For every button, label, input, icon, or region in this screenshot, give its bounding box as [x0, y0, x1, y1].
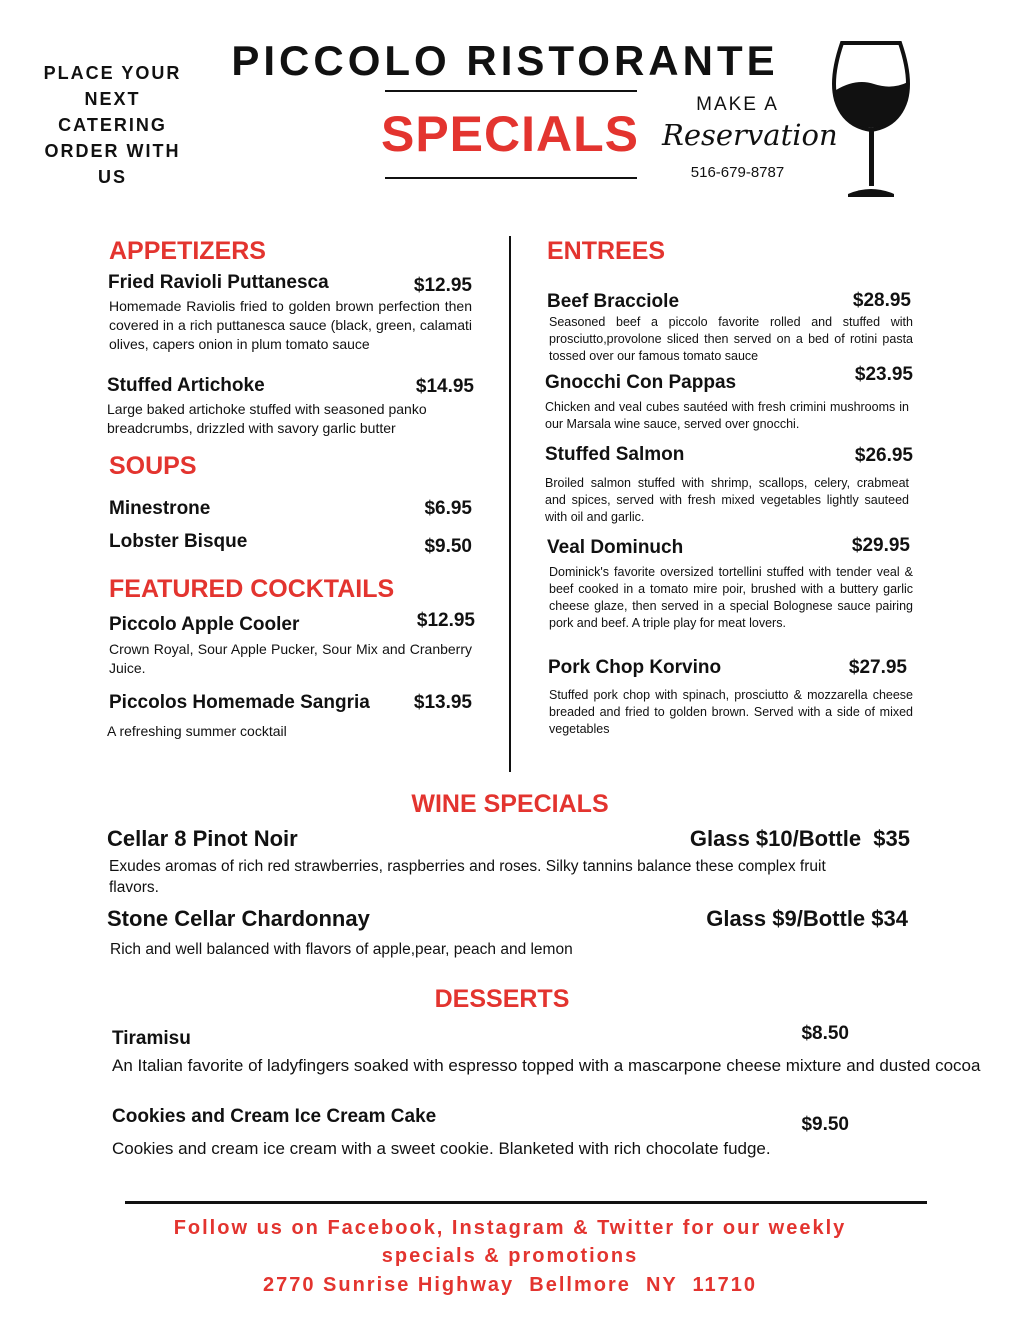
reservation-script: Reservation [662, 118, 838, 152]
menu-item-price: $6.95 [424, 498, 472, 519]
menu-item-desc: Crown Royal, Sour Apple Pucker, Sour Mix and Cranberry Juice. [109, 641, 472, 676]
specials-bottom-rule [385, 177, 637, 179]
make-a-label: MAKE A [696, 94, 779, 115]
social-follow-text-2: specials & promotions [381, 1245, 639, 1267]
menu-item-price: $14.95 [415, 376, 474, 397]
menu-item-desc: Broiled salmon stuffed with shrimp, scallops, celery, crabmeat and spices, served with fresh mixed vegetables lightly sauteed with oil and garlic. [545, 476, 909, 524]
menu-item-price: $28.95 [852, 290, 911, 311]
menu-item-name: Piccolos Homemade Sangria [109, 692, 370, 713]
menu-item-name: Stuffed Salmon [545, 444, 685, 465]
menu-item-desc: Large baked artichoke stuffed with seasoned panko breadcrumbs, drizzled with savory garlic butter [107, 401, 427, 436]
menu-item-name: Piccolo Apple Cooler [109, 614, 300, 635]
menu-item-price: $9.50 [424, 536, 472, 557]
soups-heading: SOUPS [109, 452, 197, 480]
menu-item-price: $12.95 [416, 610, 475, 631]
dessert-item-desc: Cookies and cream ice cream with a sweet cookie. Blanketed with rich chocolate fudge. [112, 1139, 771, 1158]
wine-glass-icon [826, 38, 916, 200]
specials-top-rule [385, 90, 637, 92]
dessert-item-desc: An Italian favorite of ladyfingers soaked with espresso topped with a mascarpone cheese mixture and dusted cocoa [112, 1056, 981, 1075]
phone-number: 516-679-8787 [690, 164, 785, 181]
restaurant-name: PICCOLO RISTORANTE [231, 37, 779, 84]
appetizers-heading: APPETIZERS [109, 237, 266, 265]
footer-rule [125, 1201, 927, 1204]
cocktails-heading: FEATURED COCKTAILS [109, 575, 395, 603]
specials-title: SPECIALS [380, 106, 640, 162]
dessert-item-price: $8.50 [801, 1023, 849, 1044]
menu-item-name: Lobster Bisque [109, 531, 248, 552]
menu-item-price: $13.95 [413, 692, 472, 713]
menu-item-desc: A refreshing summer cocktail [107, 723, 287, 739]
address: 2770 Sunrise Highway Bellmore NY 11710 [262, 1274, 758, 1296]
menu-item-name: Gnocchi Con Pappas [545, 372, 737, 393]
menu-item-price: $23.95 [854, 364, 913, 385]
wine-item-desc: Exudes aromas of rich red strawberries, raspberries and roses. Silky tannins balance these complex fruit flavors. [109, 858, 826, 896]
menu-item-desc: Seasoned beef a piccolo favorite rolled and stuffed with prosciutto,provolone sliced then served on a bed of rotini pasta tossed over our famous tomato sauce [549, 315, 913, 363]
menu-item-desc: Homemade Raviolis fried to golden brown perfection then covered in a rich puttanesca sauce (black, green, calamati olives, capers onion in plum tomato sauce [109, 298, 472, 352]
menu-item-price: $27.95 [848, 657, 907, 678]
menu-item-desc: Chicken and veal cubes sautéed with fresh crimini mushrooms in our Marsala wine sauce, served over gnocchi. [545, 400, 909, 431]
wine-item-name: Stone Cellar Chardonnay [107, 906, 370, 931]
wine-item-name: Cellar 8 Pinot Noir [107, 826, 298, 851]
menu-item-name: Veal Dominuch [547, 537, 684, 558]
social-follow-text: Follow us on Facebook, Instagram & Twitter for our weekly [173, 1217, 847, 1239]
wine-heading: WINE SPECIALS [411, 790, 609, 818]
column-divider [509, 236, 511, 772]
menu-item-price: $29.95 [851, 535, 910, 556]
menu-item-price: $26.95 [854, 445, 913, 466]
dessert-item-price: $9.50 [801, 1114, 849, 1135]
dessert-item-name: Cookies and Cream Ice Cream Cake [112, 1106, 437, 1127]
menu-item-desc: Dominick's favorite oversized tortellini stuffed with tender veal & beef cooked in a tomato mire poir, brushed with a buttery garlic cheese glaze, then served in a special Bolognese sauce pairing pork and beef. A triple play for meat lovers. [549, 565, 913, 630]
catering-note: PLACE YOUR NEXT CATERING ORDER WITH US [43, 63, 182, 187]
menu-item-name: Stuffed Artichoke [107, 375, 265, 396]
wine-item-price: Glass $10/Bottle $35 [689, 826, 910, 851]
menu-item-name: Pork Chop Korvino [548, 657, 722, 678]
desserts-heading: DESSERTS [434, 985, 570, 1013]
menu-item-desc: Stuffed pork chop with spinach, prosciutto & mozzarella cheese breaded and fried to golden brown. Served with a side of mixed vegetables [549, 688, 913, 736]
menu-item-name: Beef Bracciole [547, 291, 680, 312]
menu-item-name: Minestrone [109, 498, 211, 519]
wine-item-desc: Rich and well balanced with flavors of apple,pear, peach and lemon [110, 941, 573, 958]
entrees-heading: ENTREES [547, 237, 666, 265]
menu-item-price: $12.95 [413, 275, 472, 296]
wine-item-price: Glass $9/Bottle $34 [706, 906, 908, 931]
menu-item-name: Fried Ravioli Puttanesca [108, 272, 329, 293]
dessert-item-name: Tiramisu [112, 1028, 191, 1049]
